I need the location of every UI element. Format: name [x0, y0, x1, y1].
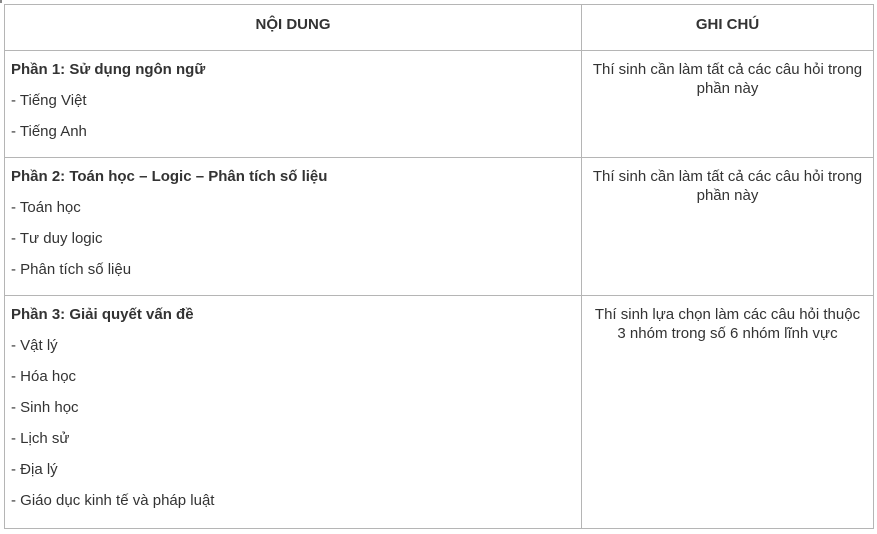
list-item: - Tiếng Anh [11, 123, 87, 140]
header-content: NỘI DUNG [5, 5, 582, 51]
list-item: - Vật lý [11, 337, 58, 354]
content-cell [5, 51, 582, 158]
note-cell: Thí sinh cần làm tất cả các câu hỏi trong phần này [582, 51, 874, 158]
content-cell [5, 296, 582, 529]
note-cell: Thí sinh lựa chọn làm các câu hỏi thuộc 3 nhóm trong số 6 nhóm lĩnh vực [582, 296, 874, 529]
list-item: - Tiếng Việt [11, 92, 87, 109]
list-item: - Lịch sử [11, 430, 70, 447]
corner-mark [0, 0, 2, 3]
table-row [5, 158, 874, 296]
header-note: GHI CHÚ [582, 5, 874, 51]
part-title: Phần 3: Giải quyết vấn đề [11, 306, 194, 323]
note-cell: Thí sinh cần làm tất cả các câu hỏi trong phần này [582, 158, 874, 296]
list-item: - Hóa học [11, 368, 77, 385]
part-title: Phần 1: Sử dụng ngôn ngữ [11, 61, 206, 78]
list-item: - Toán học [11, 199, 81, 216]
content-cell [5, 158, 582, 296]
header-row [5, 5, 874, 51]
part-title: Phần 2: Toán học – Logic – Phân tích số liệu [11, 168, 328, 185]
list-item: - Giáo dục kinh tế và pháp luật [11, 492, 215, 509]
table-row [5, 296, 874, 529]
list-item: - Tư duy logic [11, 230, 103, 247]
exam-structure-table [4, 4, 874, 529]
list-item: - Địa lý [11, 461, 58, 478]
table-row [5, 51, 874, 158]
list-item: - Phân tích số liệu [11, 261, 132, 278]
list-item: - Sinh học [11, 399, 79, 416]
